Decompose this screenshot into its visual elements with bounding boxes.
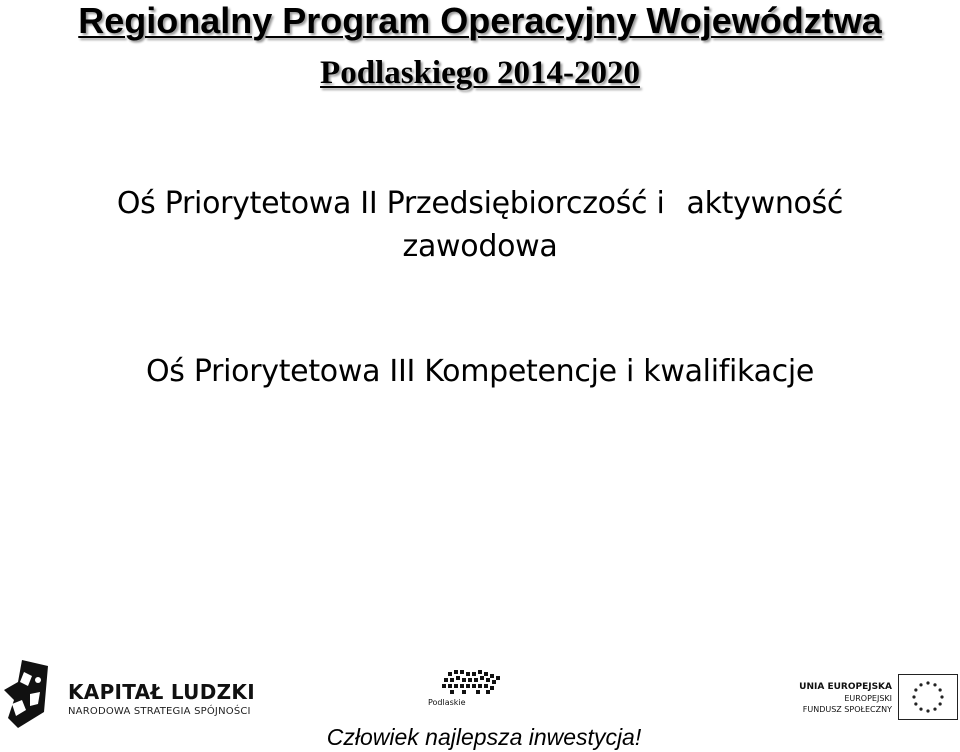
eu-line2: EUROPEJSKI	[844, 694, 892, 703]
eu-star	[926, 709, 929, 712]
eu-star	[939, 688, 942, 691]
eu-star	[919, 708, 922, 711]
eu-star	[940, 695, 943, 698]
priority-axis-2-text-part2: aktywność	[686, 186, 844, 221]
eu-flag-icon	[898, 674, 958, 720]
kapital-ludzki-logo	[4, 660, 255, 730]
eu-logo-text	[799, 682, 892, 715]
eu-star	[914, 702, 917, 705]
priority-axis-2-text-part1: Oś Priorytetowa II Przedsiębiorczość i	[116, 186, 665, 221]
kapital-ludzki-subtitle: NARODOWA STRATEGIA SPÓJNOŚCI	[68, 706, 251, 717]
podlaskie-bison-logo-icon	[442, 668, 522, 698]
eu-line3: FUNDUSZ SPOŁECZNY	[802, 705, 892, 714]
eu-star	[939, 702, 942, 705]
priority-axis-3: Oś Priorytetowa III Kompetencje i kwalifikacje	[145, 354, 815, 389]
podlaskie-logo	[428, 668, 508, 712]
podlaskie-label: Podlaskie	[428, 698, 466, 707]
priority-axis-2-line1	[0, 184, 960, 224]
page-title-line1: Regionalny Program Operacyjny Województwa	[78, 0, 882, 41]
slogan: Człowiek najlepsza inwestycja!	[326, 724, 642, 750]
eu-star	[914, 688, 917, 691]
kapital-ludzki-name: KAPITAŁ LUDZKI	[68, 680, 255, 704]
eu-star	[933, 708, 936, 711]
kapital-ludzki-logo-icon	[4, 660, 56, 728]
eu-logo	[799, 672, 960, 724]
eu-star	[912, 695, 915, 698]
eu-star	[919, 683, 922, 686]
page-title-line2: Podlaskiego 2014-2020	[320, 55, 640, 91]
eu-line1: UNIA EUROPEJSKA	[799, 682, 892, 692]
priority-axis-2-line2: zawodowa	[402, 229, 558, 264]
eu-star	[933, 683, 936, 686]
eu-star	[926, 681, 929, 684]
